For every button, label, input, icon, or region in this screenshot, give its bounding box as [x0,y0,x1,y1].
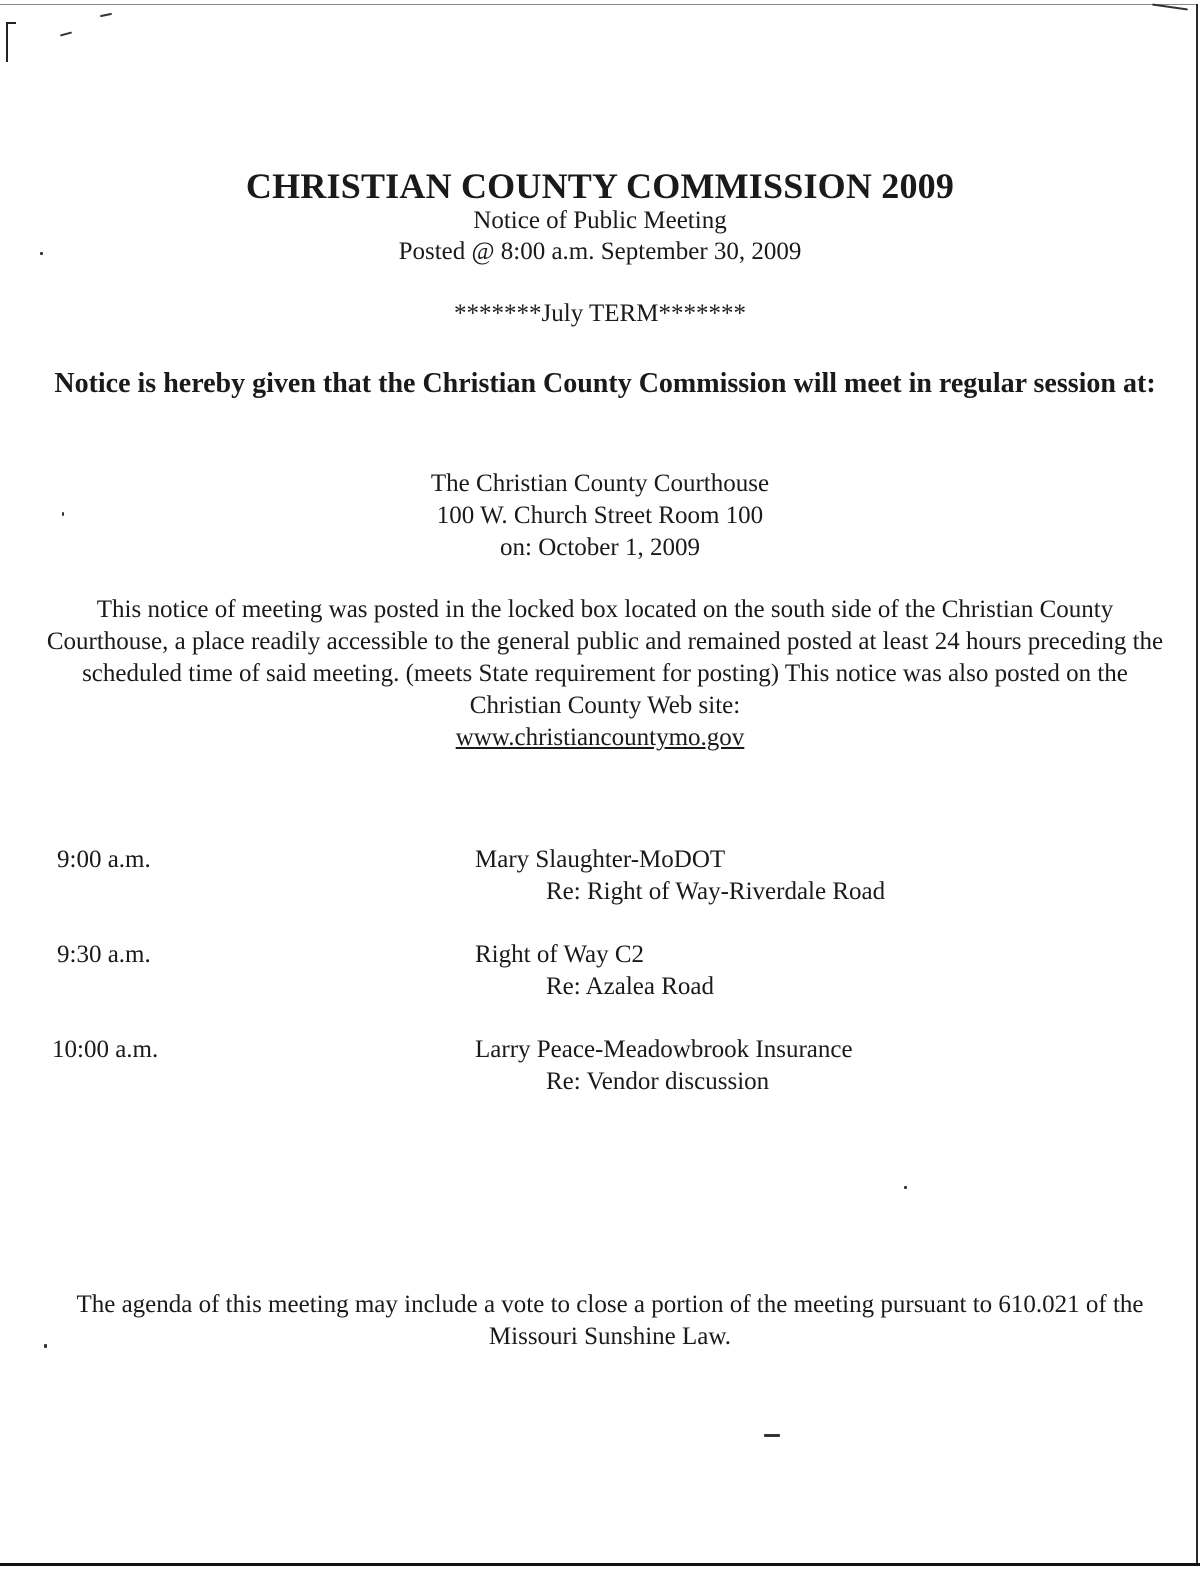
scan-speck [60,31,72,36]
notice-statement: Notice is hereby given that the Christian County Commission will meet in regular session at: [54,368,1156,399]
posting-paragraph: This notice of meeting was posted in the locked box located on the south side of the Christian County Courthouse, a place readily accessible to the general public and remained posted at least 24 hours preceding the scheduled time of said meeting. (meets State requirement for posting) This notice was also posted on the Christian County Web site: [46,596,1164,719]
location-building: The Christian County Courthouse [430,470,770,497]
agenda-subject: Re: Right of Way-Riverdale Road [546,878,886,905]
agenda-presenter: Right of Way C2 [475,941,645,968]
agenda-time: 10:00 a.m. [52,1036,159,1063]
posted-timestamp: Posted @ 8:00 a.m. September 30, 2009 [398,238,802,265]
agenda-subject: Re: Vendor discussion [546,1068,770,1095]
document-subtitle: Notice of Public Meeting [473,207,727,234]
meeting-date: on: October 1, 2009 [500,534,700,561]
agenda-presenter: Larry Peace-Meadowbrook Insurance [475,1036,853,1063]
agenda-time: 9:30 a.m. [57,941,151,968]
website-line [0,722,1200,754]
scan-edge-bottom [0,1563,1200,1566]
sunshine-law-note: The agenda of this meeting may include a vote to close a portion of the meeting pursuant to 610.021 of the Missouri Sunshine Law. [76,1291,1144,1350]
location-address: 100 W. Church Street Room 100 [436,502,764,529]
scan-corner-mark [6,22,16,62]
scan-speck [764,1434,780,1437]
scan-speck [904,1186,907,1189]
scan-speck [100,13,112,17]
agenda-time: 9:00 a.m. [57,846,151,873]
website-link[interactable]: www.christiancountymo.gov [455,724,745,751]
scan-edge-top [0,4,1196,5]
term-label: *******July TERM******* [454,300,746,327]
scan-speck [44,1344,47,1348]
agenda-subject: Re: Azalea Road [546,973,714,1000]
agenda-presenter: Mary Slaughter-MoDOT [475,846,726,873]
document-title: CHRISTIAN COUNTY COMMISSION 2009 [245,166,955,206]
